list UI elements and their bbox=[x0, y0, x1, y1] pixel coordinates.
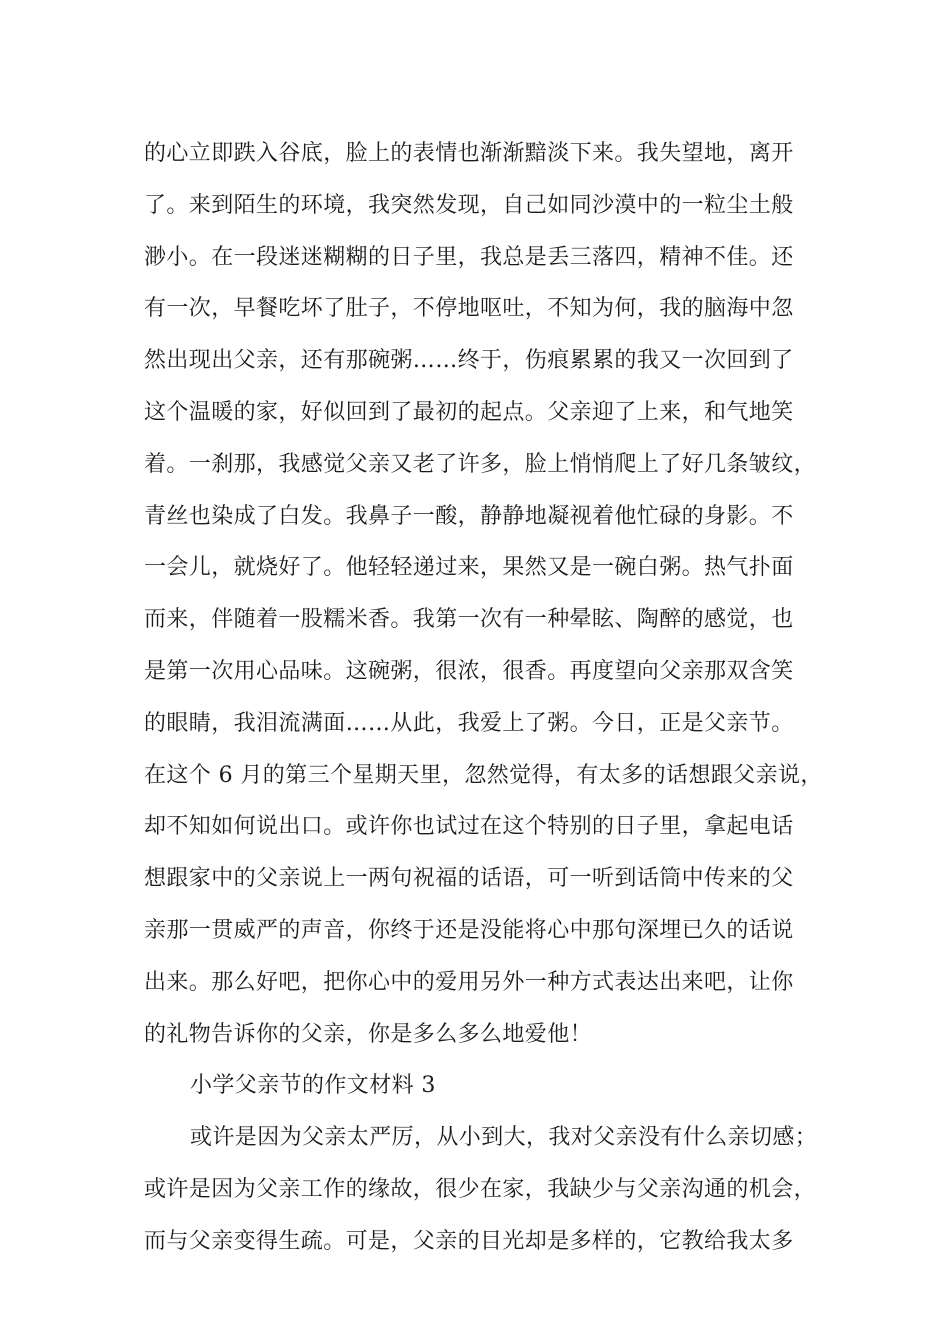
text-line: 一会儿，就烧好了。他轻轻递过来，果然又是一碗白粥。热气扑面 bbox=[144, 555, 794, 581]
text-line: 的心立即跌入谷底，脸上的表情也渐渐黯淡下来。我失望地，离开 bbox=[144, 141, 794, 166]
text-line: 的眼睛，我泪流满面……从此，我爱上了粥。今日，正是父亲节。 bbox=[144, 710, 794, 736]
text-line: 而与父亲变得生疏。可是，父亲的目光却是多样的，它教给我太多 bbox=[144, 1228, 794, 1254]
text-line: 或许是因为父亲工作的缘故，很少在家，我缺少与父亲沟通的机会， bbox=[144, 1176, 817, 1202]
text-line: 青丝也染成了白发。我鼻子一酸，静静地凝视着他忙碌的身影。不 bbox=[144, 503, 794, 529]
text-line: 却不知如何说出口。或许你也试过在这个特别的日子里，拿起电话 bbox=[144, 814, 794, 840]
section-heading: 小学父亲节的作文材料 3 bbox=[190, 1073, 436, 1099]
text-line: 渺小。在一段迷迷糊糊的日子里，我总是丢三落四，精神不佳。还 bbox=[144, 244, 794, 270]
text-line: 的礼物告诉你的父亲，你是多么多么地爱他！ bbox=[144, 1021, 593, 1047]
text-line: 而来，伴随着一股糯米香。我第一次有一种晕眩、陶醉的感觉，也 bbox=[144, 607, 794, 633]
text-line: 在这个 6 月的第三个星期天里，忽然觉得，有太多的话想跟父亲说， bbox=[144, 762, 823, 788]
text-line: 有一次，早餐吃坏了肚子，不停地呕吐，不知为何，我的脑海中忽 bbox=[144, 296, 794, 322]
text-line: 想跟家中的父亲说上一两句祝福的话语，可一听到话筒中传来的父 bbox=[144, 866, 794, 892]
essay-body bbox=[144, 128, 844, 1268]
text-line: 这个温暖的家，好似回到了最初的起点。父亲迎了上来，和气地笑 bbox=[144, 399, 794, 425]
text-line: 着。一刹那，我感觉父亲又老了许多，脸上悄悄爬上了好几条皱纹， bbox=[144, 451, 817, 477]
text-line: 是第一次用心品味。这碗粥，很浓，很香。再度望向父亲那双含笑 bbox=[144, 658, 794, 684]
text-line: 或许是因为父亲太严厉，从小到大，我对父亲没有什么亲切感； bbox=[190, 1125, 818, 1151]
text-line: 亲那一贯威严的声音，你终于还是没能将心中那句深埋已久的话说 bbox=[144, 917, 794, 943]
text-line: 了。来到陌生的环境，我突然发现，自己如同沙漠中的一粒尘土般 bbox=[144, 192, 794, 218]
text-line: 出来。那么好吧，把你心中的爱用另外一种方式表达出来吧，让你 bbox=[144, 969, 794, 995]
text-line: 然出现出父亲，还有那碗粥……终于，伤痕累累的我又一次回到了 bbox=[144, 348, 794, 374]
